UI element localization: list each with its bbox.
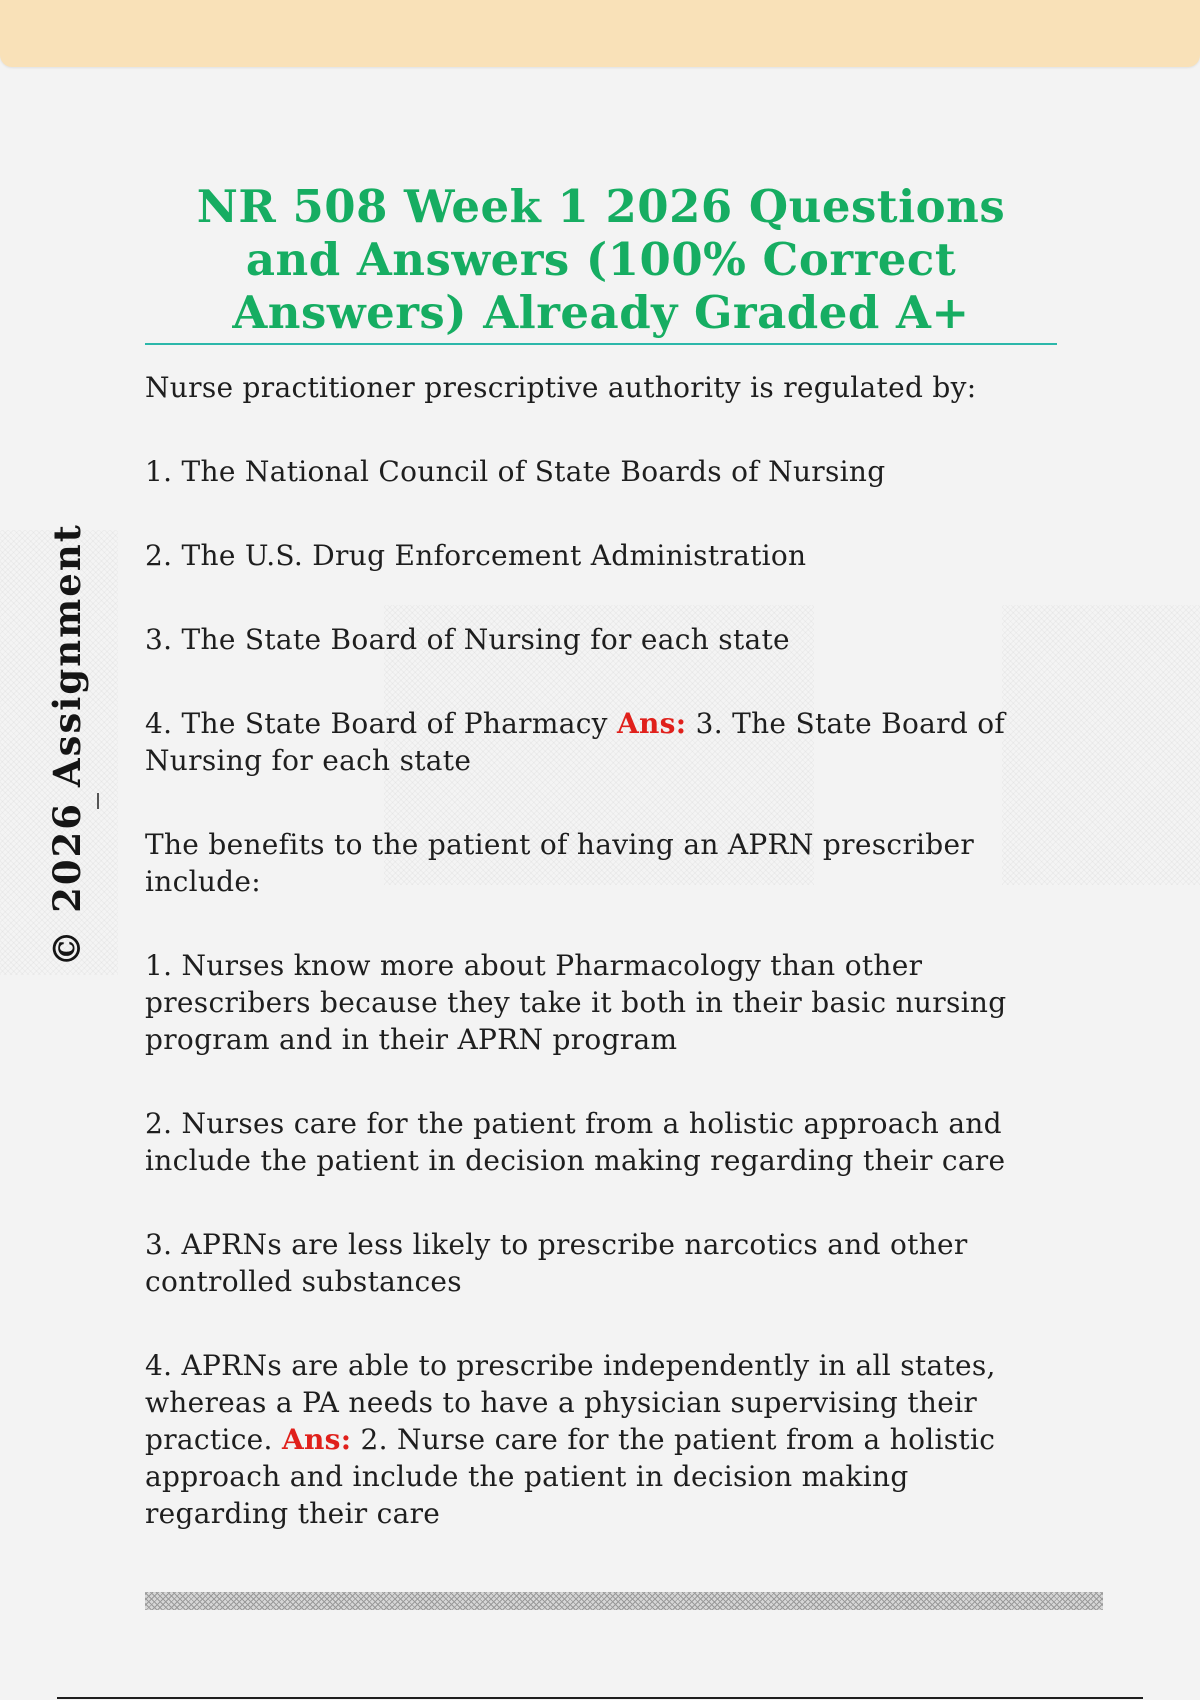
question-1-option-4-with-answer bbox=[145, 705, 1057, 779]
question-1-answer-label: Ans: bbox=[617, 707, 687, 740]
question-1-option-1: 1. The National Council of State Boards of Nursing bbox=[145, 455, 886, 488]
question-2-option-2: 2. Nurses care for the patient from a holistic approach and include the patient in decision making regarding their care bbox=[145, 1107, 1006, 1177]
document-page bbox=[145, 180, 1057, 1579]
question-2-option-4-with-answer bbox=[145, 1347, 1057, 1532]
question-1-prompt: Nurse practitioner prescriptive authority is regulated by: bbox=[145, 371, 977, 404]
question-2-option-1: 1. Nurses know more about Pharmacology than other prescribers because they take it both in their basic nursing program and in their APRN program bbox=[145, 949, 1007, 1056]
question-2-answer: 2. Nurse care for the patient from a holistic approach and include the patient in decision making regarding their care bbox=[145, 1423, 996, 1530]
question-1-answer: 3. The State Board of Nursing for each state bbox=[145, 707, 1006, 777]
question-1-option-4: 4. The State Board of Pharmacy bbox=[145, 707, 608, 740]
question-2-answer-label: Ans: bbox=[281, 1423, 352, 1456]
hatched-divider bbox=[145, 1592, 1103, 1610]
question-1-option-2: 2. The U.S. Drug Enforcement Administration bbox=[145, 539, 807, 572]
watermark-tick bbox=[97, 793, 99, 809]
top-banner bbox=[0, 0, 1200, 67]
copyright-watermark: © 2026 Assignment bbox=[45, 523, 89, 967]
footer-rule bbox=[57, 1697, 1143, 1699]
question-2-option-3: 3. APRNs are less likely to prescribe narcotics and other controlled substances bbox=[145, 1228, 968, 1298]
document-title: NR 508 Week 1 2026 Questions and Answers (100% Correct Answers) Already Graded A+ bbox=[196, 180, 1006, 339]
question-1-option-3: 3. The State Board of Nursing for each state bbox=[145, 623, 790, 656]
question-2-prompt: The benefits to the patient of having an APRN prescriber include: bbox=[145, 828, 975, 898]
question-2-option-4: 4. APRNs are able to prescribe independently in all states, whereas a PA needs to have a physician supervising their practice. bbox=[145, 1349, 996, 1456]
title-underline bbox=[145, 343, 1057, 345]
